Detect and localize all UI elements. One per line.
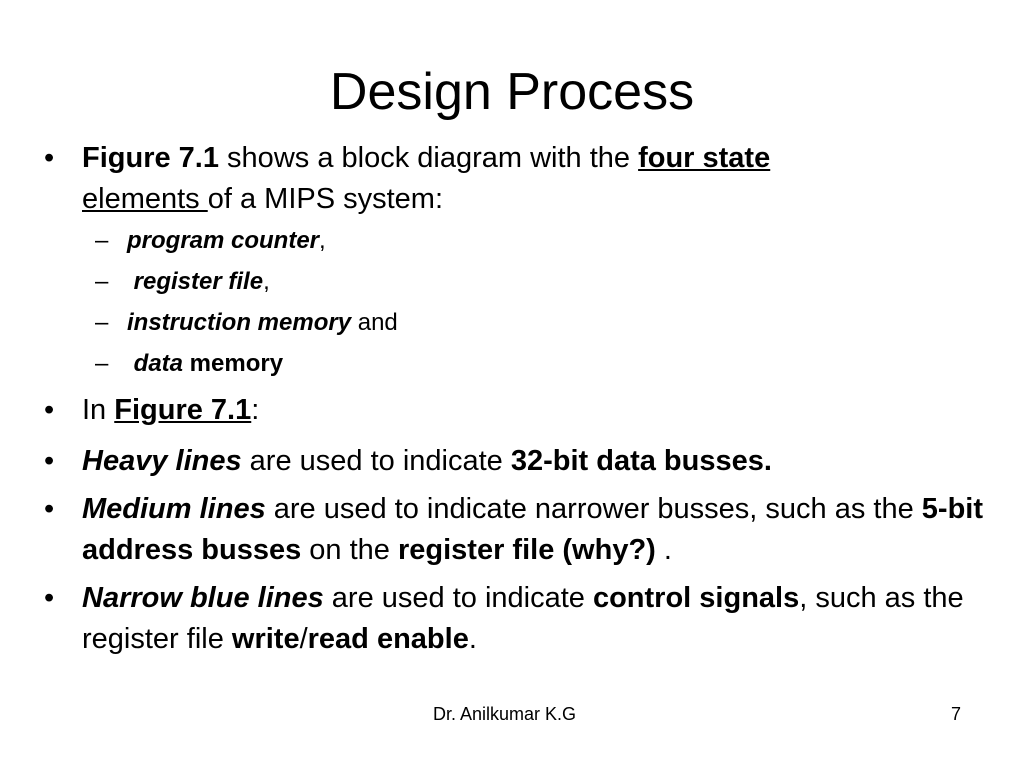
bullet-dot: •: [44, 142, 55, 174]
text-run: on the: [301, 534, 398, 566]
term: control signals: [592, 582, 800, 614]
text-run: are used to indicate: [323, 582, 593, 614]
bullet-text: [82, 390, 984, 431]
term: instruction memory: [127, 309, 352, 336]
text-run: , such as the register file: [82, 582, 964, 655]
text-run: ,: [319, 227, 326, 254]
slide-number: 7: [951, 704, 962, 724]
elements-term: elements: [82, 183, 208, 215]
text-run: :: [251, 394, 260, 426]
text-run: .: [468, 623, 477, 655]
text-run: ,: [263, 268, 270, 295]
figure-ref: Figure 7.1: [114, 394, 252, 426]
bullet-text: [82, 441, 984, 482]
term: Narrow blue lines: [82, 582, 324, 614]
term: 5-bit address busses: [82, 493, 984, 566]
dash-marker: –: [95, 268, 109, 295]
term: Medium lines: [82, 493, 266, 525]
term: read enable: [307, 623, 469, 655]
term: register file (why?): [397, 534, 656, 566]
term: program counter: [127, 227, 320, 254]
text-run: .: [655, 534, 672, 566]
term: data: [127, 350, 184, 377]
text-run: /: [299, 623, 308, 655]
footer-author: Dr. Anilkumar K.G: [433, 704, 577, 724]
term: Heavy lines: [82, 445, 242, 477]
figure-ref: Figure 7.1: [82, 142, 219, 174]
bullet-dot: •: [44, 582, 55, 614]
sub-item-text: [127, 267, 270, 297]
bullet-text: [82, 578, 984, 660]
bullet-text: [82, 489, 984, 571]
term: register file: [127, 268, 264, 295]
four-state-term: four state: [638, 142, 771, 174]
bullet-text: [82, 138, 984, 220]
dash-marker: –: [95, 309, 109, 336]
text-run: shows a block diagram with the: [219, 142, 639, 174]
text-run: are used to indicate: [241, 445, 511, 477]
text-run: are used to indicate narrower busses, such as the: [265, 493, 922, 525]
text-run: In: [82, 394, 115, 426]
text-run: and: [351, 309, 398, 336]
term: 32-bit data busses.: [510, 445, 772, 477]
bullet-dot: •: [44, 493, 55, 525]
dash-marker: –: [95, 227, 109, 254]
bullet-dot: •: [44, 445, 55, 477]
slide-title: Design Process: [329, 63, 695, 121]
text-run: memory: [183, 350, 284, 377]
bullet-dot: •: [44, 394, 55, 426]
sub-item-text: [127, 226, 326, 256]
sub-item-text: [127, 308, 398, 338]
text-run: of a MIPS system:: [207, 183, 444, 215]
term: write: [231, 623, 300, 655]
sub-item-text: [127, 349, 283, 379]
dash-marker: –: [95, 350, 109, 377]
